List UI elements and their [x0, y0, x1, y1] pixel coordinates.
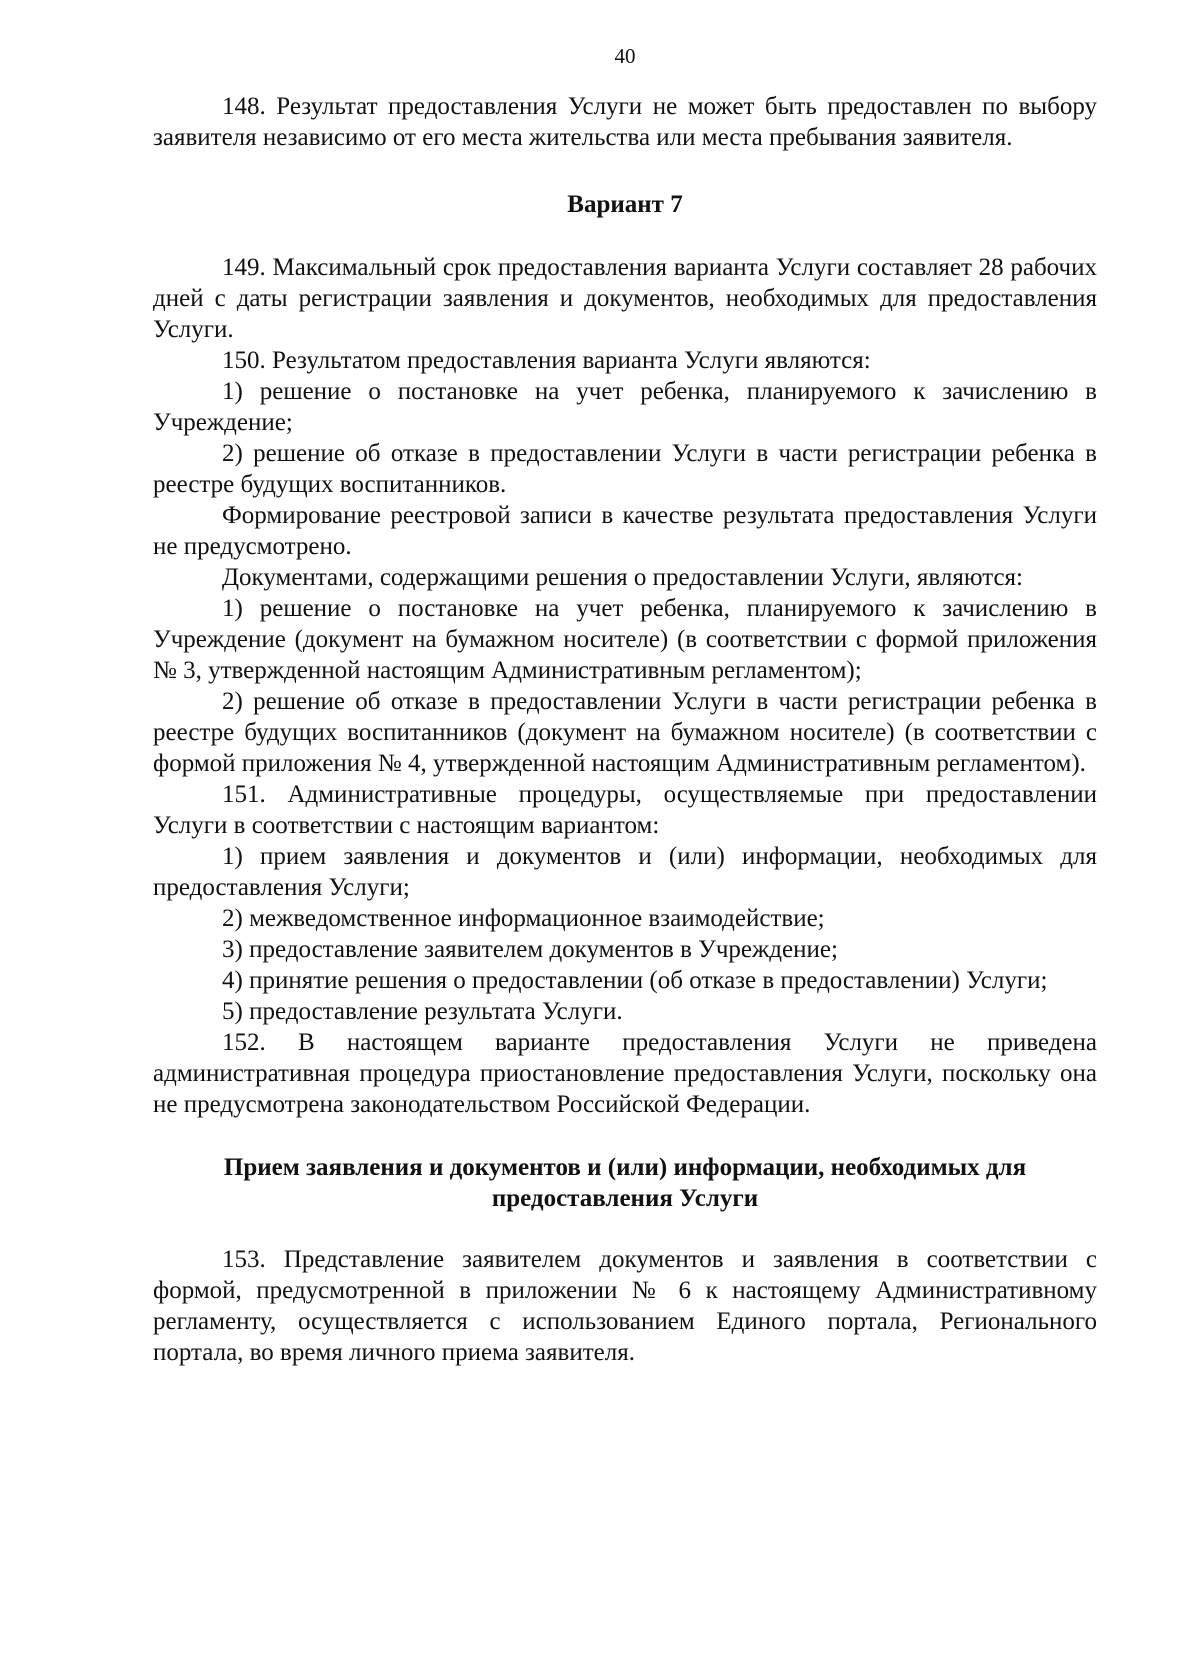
heading-variant-7: Вариант 7 [567, 191, 683, 218]
list-item-documents-1: 1) решение о постановке на учет ребенка, планируемого к зачислению в Учреждение (документ на бумажном носителе) (в соответствии с формой приложения № 3, утвержденной настоящим Административным регламентом); [153, 595, 1097, 684]
paragraph-decision-documents: Документами, содержащими решения о предоставлении Услуги, являются: [222, 564, 1023, 591]
list-item-151-3: 3) предоставление заявителем документов в Учреждение; [222, 936, 838, 963]
paragraph-150: 150. Результатом предоставления варианта Услуги являются: [222, 347, 871, 374]
paragraph-registry-record: Формирование реестровой записи в качестве результата предоставления Услуги не предусмотрено. [153, 502, 1097, 560]
paragraph-153: 153. Представление заявителем документов и заявления в соответствии с формой, предусмотренной в приложении № 6 к настоящему Административному регламенту, осуществляется с использованием Единого портала, Регионального портала, во время личного приема заявителя. [153, 1246, 1097, 1366]
paragraph-151: 151. Административные процедуры, осуществляемые при предоставлении Услуги в соответствии с настоящим вариантом: [153, 781, 1097, 839]
list-item-151-5: 5) предоставление результата Услуги. [222, 998, 623, 1025]
list-item-151-1: 1) прием заявления и документов и (или) информации, необходимых для предоставления Услуги; [153, 843, 1097, 901]
paragraph-152: 152. В настоящем варианте предоставления Услуги не приведена административная процедура приостановление предоставления Услуги, поскольку она не предусмотрена законодательством Российской Федерации. [153, 1029, 1097, 1118]
list-item-151-2: 2) межведомственное информационное взаимодействие; [222, 905, 825, 932]
list-item-150-1: 1) решение о постановке на учет ребенка, планируемого к зачислению в Учреждение; [153, 378, 1097, 436]
heading-section-application-intake: Прием заявления и документов и (или) информации, необходимых для предоставления Услуги [223, 1154, 1027, 1212]
paragraph-148: 148. Результат предоставления Услуги не может быть предоставлен по выбору заявителя независимо от его места жительства или места пребывания заявителя. [153, 93, 1097, 151]
list-item-150-2: 2) решение об отказе в предоставлении Услуги в части регистрации ребенка в реестре будущих воспитанников. [153, 440, 1097, 498]
paragraph-149: 149. Максимальный срок предоставления варианта Услуги составляет 28 рабочих дней с даты регистрации заявления и документов, необходимых для предоставления Услуги. [153, 254, 1097, 343]
page-number: 40 [614, 44, 636, 68]
list-item-documents-2: 2) решение об отказе в предоставлении Услуги в части регистрации ребенка в реестре будущих воспитанников (документ на бумажном носителе) (в соответствии с формой приложения № 4, утвержденной настоящим Административным регламентом). [153, 688, 1097, 777]
list-item-151-4: 4) принятие решения о предоставлении (об отказе в предоставлении) Услуги; [222, 967, 1048, 994]
